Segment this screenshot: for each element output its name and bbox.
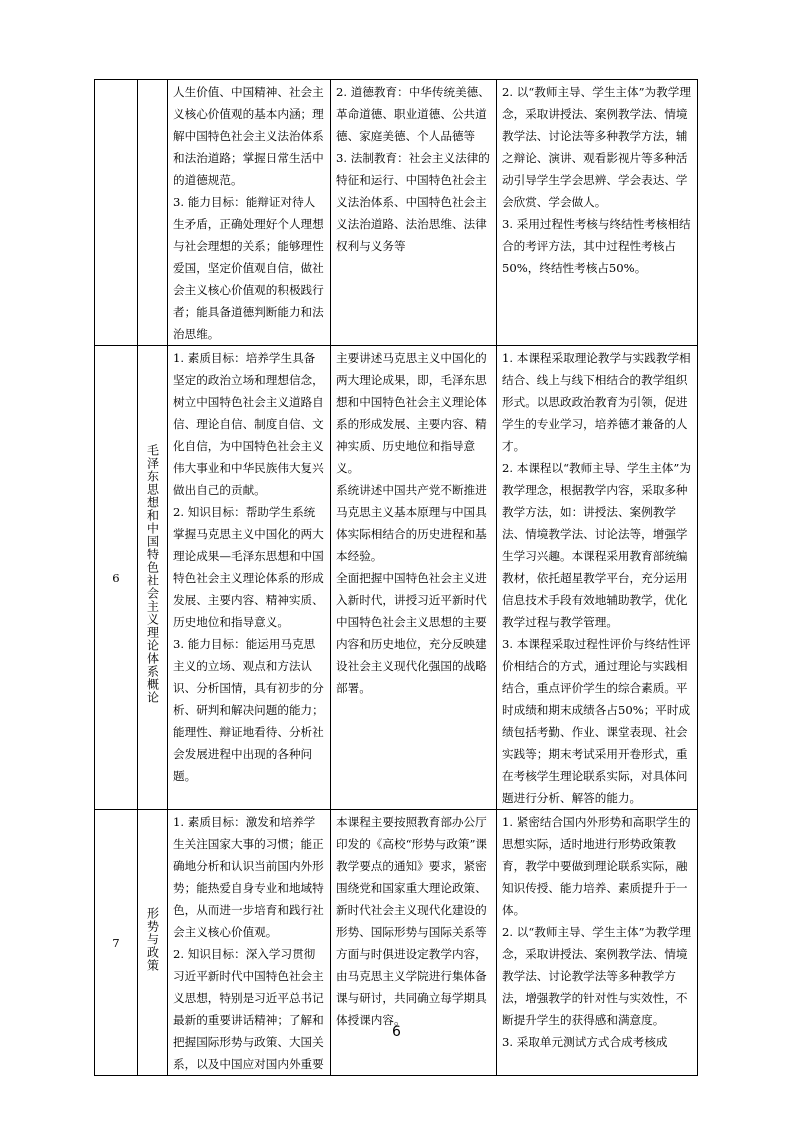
content-cell: [331, 346, 497, 810]
content-paragraph: 系统讲述中国共产党不断推进马克思主义基本原理与中国具体实际相结合的历史进程和基本经验。: [336, 483, 487, 563]
objective-paragraph: 1. 素质目标：激发和培养学生关注国家大事的习惯；能正确地分析和认识当前国内外形势；能热爱自身专业和地域特色，从而进一步培育和践行社会主义核心价值观。: [173, 815, 324, 939]
course-name-cell: [138, 80, 168, 346]
content-paragraph: 2. 道德教育：中华传统美德、革命道德、职业道德、公共道德、家庭美德、个人品德等: [336, 85, 490, 143]
content-paragraph: 主要讲述马克思主义中国化的两大理论成果，即，毛泽东思想和中国特色社会主义理论体系的形成发展、主要内容、精神实质、历史地位和指导意义。: [336, 351, 487, 475]
method-paragraph: 1. 紧密结合国内外形势和高职学生的思想实际，适时地进行形势政策教育，教学中要做到理论联系实际，融知识传授、能力培养、素质提升于一体。: [502, 815, 691, 917]
method-paragraph: 3. 采取单元测试方式合成考核成: [502, 1035, 668, 1049]
method-paragraph: 3. 本课程采取过程性评价与终结性评价相结合的方式，通过理论与实践相结合，重点评价学生的综合素质。平时成绩和期末成绩各占50%；平时成绩包括考勤、作业、课堂表现、社会实践等；期末考试采用开卷形式，重在考核学生理论联系实际，对具体问题进行分析、解答的能力。: [502, 637, 691, 805]
method-paragraph: 3. 采用过程性考核与终结性考核相结合的考评方法，其中过程性考核占50%，终结性考核占50%。: [502, 217, 691, 275]
methods-cell: [497, 346, 698, 810]
course-number-cell: 6: [95, 346, 138, 810]
method-paragraph: 2. 以“教师主导、学生主体”为教学理念，采取讲授法、案例教学法、情境教学法、讨论教学法等多种教学方法，增强教学的针对性与实效性，不断提升学生的获得感和满意度。: [502, 925, 691, 1027]
course-name-cell: 毛泽东思想和中国特色社会主义理论体系概论: [138, 346, 168, 810]
objective-paragraph: 1. 素质目标：培养学生具备坚定的政治立场和理想信念，树立中国特色社会主义道路自信、理论自信、制度自信、文化自信，为中国特色社会主义伟大事业和中华民族伟大复兴做出自己的贡献。: [173, 351, 324, 497]
objective-paragraph: 2. 知识目标：帮助学生系统掌握马克思主义中国化的两大理论成果—毛泽东思想和中国特色社会主义理论体系的形成发展、主要内容、精神实质、历史地位和指导意义。: [173, 505, 324, 629]
method-paragraph: 2. 以“教师主导、学生主体”为教学理念，采取讲授法、案例教学法、情境教学法、讨论法等多种教学方法，辅之辩论、演讲、观看影视片等多种活动引导学生学会思辨、学会表达、学会欣赏、学会做人。: [502, 85, 691, 209]
objectives-cell: [168, 346, 331, 810]
page-number: 6: [392, 1024, 401, 1040]
method-paragraph: 1. 本课程采取理论教学与实践教学相结合、线上与线下相结合的教学组织形式。以思政政治教育为引领，促进学生的专业学习，培养德才兼备的人才。: [502, 351, 691, 453]
objective-paragraph: 3. 能力目标：能辩证对待人生矛盾，正确处理好个人理想与社会理想的关系；能够理性爱国，坚定价值观自信，做社会主义核心价值观的积极践行者；能具备道德判断能力和法治思维。: [173, 195, 324, 341]
content-paragraph: 本课程主要按照教育部办公厅印发的《高校“形势与政策”课教学要点的通知》要求，紧密围绕党和国家重大理论政策、新时代社会主义现代化建设的形势、国际形势与国际关系等方面与时俱进设定教学内容，由马克思主义学院进行集体备课与研讨，共同确立每学期具体授课内容。: [336, 815, 487, 1027]
course-name-cell: 形势与政策: [138, 810, 168, 1076]
methods-cell: [497, 80, 698, 346]
method-paragraph: 2. 本课程以“教师主导、学生主体”为教学理念，根据教学内容，采取多种教学方法，如：讲授法、案例教学法、情境教学法、讨论法等，增强学生学习兴趣。本课程采用教育部统编教材，依托超星教学平台，充分运用信息技术手段有效地辅助教学，优化教学过程与教学管理。: [502, 461, 691, 629]
curriculum-table: [94, 79, 698, 1076]
content-cell: [331, 80, 497, 346]
objective-paragraph: 2. 知识目标：深入学习贯彻习近平新时代中国特色社会主义思想，特别是习近平总书记最新的重要讲话精神；了解和把握国际形势与政策、大国关系，以及中国应对国内外重要: [173, 947, 324, 1071]
content-paragraph: 全面把握中国特色社会主义进入新时代，讲授习近平新时代中国特色社会主义思想的主要内容和历史地位，充分反映建设社会主义现代化强国的战略部署。: [336, 571, 487, 695]
table-row: [95, 346, 698, 810]
objective-paragraph: 3. 能力目标：能运用马克思主义的立场、观点和方法认识、分析国情，具有初步的分析、研判和解决问题的能力；能理性、辩证地看待、分析社会发展进程中出现的各种问题。: [173, 637, 324, 783]
table-row: [95, 80, 698, 346]
course-number-cell: 7: [95, 810, 138, 1076]
course-number-cell: [95, 80, 138, 346]
objectives-cell: [168, 80, 331, 346]
objective-paragraph: 人生价值、中国精神、社会主义核心价值观的基本内涵；理解中国特色社会主义法治体系和法治道路；掌握日常生活中的道德规范。: [173, 85, 324, 187]
content-paragraph: 3. 法制教育：社会主义法律的特征和运行、中国特色社会主义法治体系、中国特色社会主义法治道路、法治思维、法律权利与义务等: [336, 151, 490, 253]
